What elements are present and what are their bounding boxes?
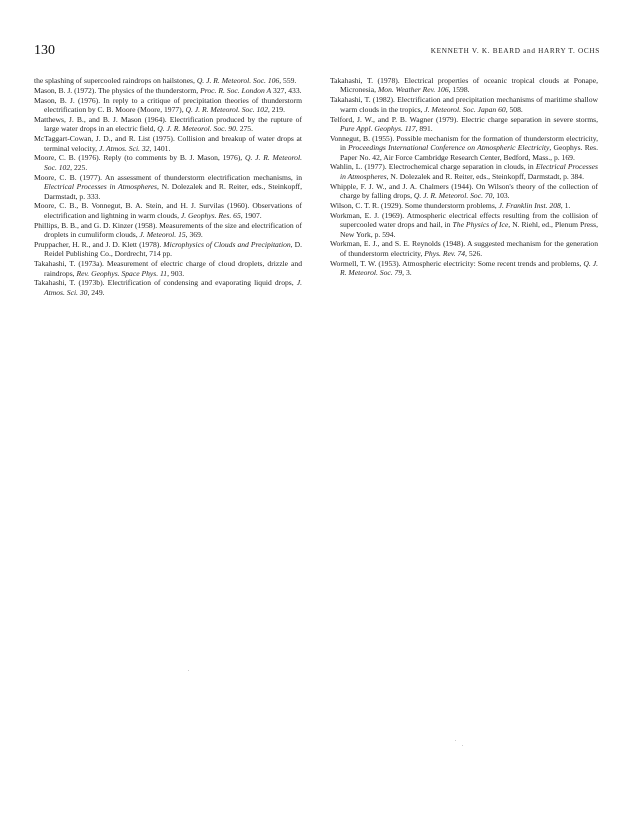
reference-text: Takahashi, T. (1973b). Electrification of condensing and evaporating liquid drops, <box>34 278 297 288</box>
reference-text: , 369. <box>185 230 203 239</box>
reference-text: , 1. <box>560 200 571 210</box>
reference-source-italic: Electrical Processes in Atmospheres <box>340 162 599 181</box>
reference-text: Wilson, C. T. R. (1929). Some thunderstorm problems, <box>330 200 499 210</box>
reference-text: , N. Dolezalek and R. Reiter, eds., Steinkopff, Darmstadt, p. 384. <box>386 171 584 181</box>
reference-text: , 1401. <box>149 143 171 153</box>
reference-text: , N. Riehl, ed., Plenum Press, New York, p. 594. <box>340 220 598 239</box>
reference-entry <box>34 259 302 278</box>
reference-text: Phillips, B. B., and G. D. Kinzer (1958). Measurements of the size and electrification of droplets in cumuliform clouds, <box>34 220 302 239</box>
reference-text: , D. Reidel Publishing Co., Dordrecht, 714 pp. <box>44 239 302 259</box>
reference-text: Telford, J. W., and P. B. Wagner (1979). Electric charge separation in severe storms, <box>330 114 598 124</box>
reference-entry <box>34 201 302 220</box>
reference-text: Moore, C. B. (1976). Reply (to comments by B. J. Mason, 1976), <box>34 153 245 163</box>
reference-entry <box>330 76 598 95</box>
reference-text: , 3. <box>402 268 412 278</box>
page-header <box>34 44 600 58</box>
reference-text: , Geophys. Res. Paper No. 42, Air Force Cambridge Research Center, Bedford, Mass., p. 169. <box>340 143 598 162</box>
reference-entry <box>330 182 598 201</box>
reference-text: Moore, C. B., B. Vonnegut, B. A. Stein, and H. J. Survilas (1960). Observations of electrification and lightning in warm clouds, <box>34 201 302 220</box>
reference-source-italic: Q. J. R. Meteorol. Soc. 102 <box>185 105 268 115</box>
reference-text: , 903. <box>167 268 185 278</box>
reference-text: Workman, E. J. (1969). Atmospheric electrical effects resulting from the collision of supercooled water drops and hail, in <box>330 210 598 230</box>
reference-text: , 1907. <box>240 210 262 220</box>
reference-entry <box>330 162 598 181</box>
reference-source-italic: Q. J. R. Meteorol. Soc. 102 <box>44 153 302 172</box>
reference-text: Workman, E. J., and S. E. Reynolds (1948). A suggested mechanism for the generation of thunderstorm electricity, <box>330 239 598 258</box>
reference-entry <box>34 240 302 259</box>
reference-source-italic: J. Meteorol. 15 <box>139 230 186 239</box>
reference-entry <box>330 239 598 258</box>
reference-source-italic: The Physics of Ice <box>452 220 509 230</box>
reference-text: Mason, B. J. (1972). The physics of the thunderstorm, <box>34 85 201 95</box>
reference-source-italic: Q. J. R. Meteorol. Soc. 70 <box>413 191 493 201</box>
reference-text: , 249. <box>87 287 105 297</box>
reference-source-italic: J. Atmos. Sci. 32 <box>98 143 150 153</box>
reference-source-italic: J. Atmos. Sci. 30 <box>44 278 302 297</box>
running-head: KENNETH V. K. BEARD and HARRY T. OCHS <box>430 47 600 55</box>
reference-entry <box>34 173 302 201</box>
reference-source-italic: J. Geophys. Res. 65 <box>180 210 241 220</box>
reference-source-italic: Rev. Geophys. Space Phys. 11 <box>76 268 168 278</box>
reference-entry <box>34 221 302 240</box>
reference-text: Mason, B. J. (1976). In reply to a critique of precipitation theories of thunderstorm electrification by C. B. Moore (Moore, 1977), <box>34 95 302 115</box>
reference-source-italic: Q. J. R. Meteorol. Soc. 79 <box>340 258 598 278</box>
reference-entry <box>330 201 598 210</box>
reference-source-italic: Electrical Processes in Atmospheres <box>44 182 157 192</box>
reference-entry <box>34 153 302 172</box>
reference-entry <box>330 95 598 114</box>
reference-text: , 559. <box>279 76 297 85</box>
reference-entry <box>34 278 302 297</box>
reference-text: the splashing of supercooled raindrops on hailstones, <box>34 76 197 85</box>
reference-text: , N. Dolezalek and R. Reiter, eds., Steinkopff, Darmstadt, p. 333. <box>44 182 302 201</box>
reference-source-italic: Microphysics of Clouds and Precipitation <box>163 239 291 249</box>
reference-text: Takahashi, T. (1973a). Measurement of electric charge of cloud droplets, drizzle and raindrops, <box>34 259 302 278</box>
reference-source-italic: Q. J. R. Meteorol. Soc. 90 <box>157 124 236 134</box>
reference-source-italic: Mon. Weather Rev. 106 <box>377 85 449 95</box>
reference-entry <box>330 259 598 278</box>
reference-text: Takahashi, T. (1982). Electrification and precipitation mechanisms of maritime shallow warm clouds in the tropics, <box>330 95 598 114</box>
page-number: 130 <box>34 43 55 58</box>
reference-entry <box>34 76 302 85</box>
reference-source-italic: Pure Appl. Geophys. 117 <box>340 123 416 133</box>
reference-entry <box>34 115 302 134</box>
reference-text: Takahashi, T. (1978). Electrical properties of oceanic tropical clouds at Ponape, Micronesia, <box>330 76 598 95</box>
reference-entry <box>330 115 598 134</box>
reference-entry <box>330 134 598 162</box>
reference-text: 327, 433. <box>271 85 302 95</box>
reference-text: , 891. <box>415 123 433 133</box>
reference-entry <box>34 96 302 115</box>
reference-text: , 225. <box>70 162 88 172</box>
reference-text: , 508. <box>505 104 523 114</box>
reference-text: , 1598. <box>448 85 470 95</box>
reference-text: Moore, C. B. (1977). An assessment of thunderstorm electrification mechanisms, in <box>34 172 302 182</box>
reference-text: , 219. <box>267 105 285 115</box>
scan-speck <box>455 740 456 741</box>
reference-text: Pruppacher, H. R., and J. D. Klett (1978). <box>34 239 164 249</box>
reference-source-italic: Proceedings International Conference on Atmospheric Electricity <box>348 143 550 153</box>
reference-text: Wormell, T. W. (1953). Atmospheric electricity: Some recent trends and problems, <box>330 258 584 268</box>
reference-source-italic: J. Franklin Inst. 208 <box>498 200 561 210</box>
scan-speck <box>188 670 189 671</box>
reference-text: McTaggart-Cowan, J. D., and R. List (1975). Collision and breakup of water drops at terminal velocity, <box>34 134 302 153</box>
reference-text: . 275. <box>235 124 253 134</box>
reference-source-italic: Phys. Rev. 74 <box>424 248 466 258</box>
reference-entry <box>330 211 598 239</box>
reference-source-italic: Q. J. R. Meteorol. Soc. 106 <box>196 76 280 85</box>
reference-text: Whipple, F. J. W., and J. A. Chalmers (1944). On Wilson's theory of the collection of charge by falling drops, <box>330 181 598 201</box>
reference-text: , 103. <box>492 191 510 201</box>
reference-text: Matthews, J. B., and B. J. Mason (1964). Electrification produced by the rupture of large water drops in an electric field, <box>34 114 302 134</box>
reference-entry <box>34 86 302 95</box>
reference-text: , 526. <box>465 248 483 258</box>
references-column-right <box>330 76 598 278</box>
reference-entry <box>34 134 302 153</box>
reference-text: Vonnegut, B. (1955). Possible mechanism for the formation of thunderstorm electricity, in <box>330 133 598 153</box>
reference-source-italic: Proc. R. Soc. London A <box>200 85 272 95</box>
reference-source-italic: J. Meteorol. Soc. Japan 60 <box>424 104 506 114</box>
scan-speck <box>462 745 463 746</box>
references-column-left <box>34 76 302 298</box>
reference-text: Wahlin, L. (1977). Electrochemical charge separation in clouds, in <box>330 162 536 172</box>
